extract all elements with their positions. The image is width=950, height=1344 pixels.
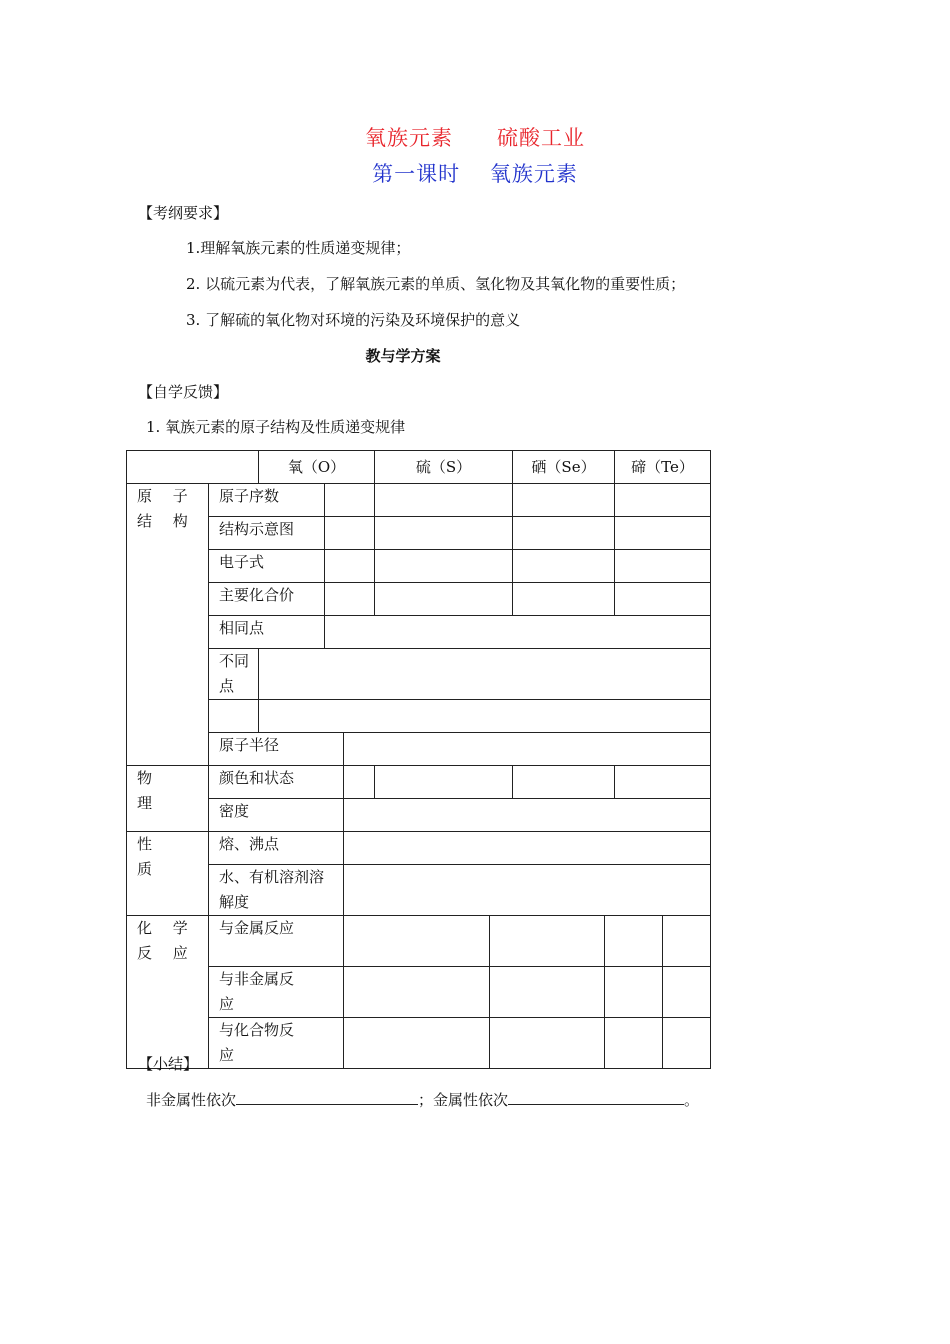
group-atomic-structure: 原 子 结 构 [127,484,209,766]
col-header-tellurium: 碲（Te） [615,451,711,484]
outline-item-2: 2. 以硫元素为代表，了解氧族元素的单质、氢化物及其氧化物的重要性质； [186,275,686,293]
outline-item-1: 1.理解氧族元素的性质递变规律； [186,239,411,257]
lesson-subtitle: 第一课时 氧族元素 [372,162,578,186]
cell-input[interactable] [375,766,513,799]
cell-input[interactable] [615,484,711,517]
cell-input[interactable] [344,832,711,865]
outline-heading: 【考纲要求】 [138,204,229,222]
row-electron-formula: 电子式 [209,550,325,583]
cell-input[interactable] [605,967,663,1018]
cell-input[interactable] [325,583,375,616]
cell-input[interactable] [344,916,490,967]
cell-input[interactable] [344,799,711,832]
cell-input[interactable] [209,700,259,733]
row-density: 密度 [209,799,344,832]
cell-input[interactable] [325,517,375,550]
cell-input[interactable] [325,550,375,583]
corner-cell [127,451,259,484]
cell-input[interactable] [344,733,711,766]
metal-label: 金属性依次 [433,1091,509,1109]
cell-input[interactable] [375,550,513,583]
row-with-nonmetal: 与非金属反应 [209,967,344,1018]
nonmetal-label: 非金属性依次 [146,1091,237,1109]
row-solubility: 水、有机溶剂溶解度 [209,865,344,916]
row-color-state: 颜色和状态 [209,766,344,799]
cell-input[interactable] [615,583,711,616]
nonmetal-blank[interactable] [236,1088,418,1105]
cell-input[interactable] [663,916,711,967]
summary-line [146,1088,699,1110]
group-properties: 性 质 [127,832,209,916]
page-title: 氧族元素 硫酸工业 [365,126,585,150]
cell-input[interactable] [375,484,513,517]
cell-input[interactable] [615,550,711,583]
summary-separator: ； [418,1091,434,1109]
feedback-item-1: 1. 氧族元素的原子结构及性质递变规律 [146,418,406,436]
cell-input[interactable] [344,967,490,1018]
metal-blank[interactable] [508,1088,684,1105]
plan-heading: 教与学方案 [365,347,441,365]
outline-item-3: 3. 了解硫的氧化物对环境的污染及环境保护的意义 [186,311,521,329]
cell-input[interactable] [605,1018,663,1069]
col-header-oxygen: 氧（O） [259,451,375,484]
row-melting-boiling: 熔、沸点 [209,832,344,865]
cell-input[interactable] [259,649,711,700]
cell-input[interactable] [325,616,711,649]
cell-input[interactable] [375,583,513,616]
oxygen-family-table [126,450,711,1069]
cell-input[interactable] [663,1018,711,1069]
cell-input[interactable] [663,967,711,1018]
cell-input[interactable] [605,916,663,967]
group-physical: 物 理 [127,766,209,832]
row-structure-diagram: 结构示意图 [209,517,325,550]
row-atomic-number: 原子序数 [209,484,325,517]
row-difference: 不同点 [209,649,259,700]
row-with-compound: 与化合物反应 [209,1018,344,1069]
cell-input[interactable] [259,700,711,733]
cell-input[interactable] [615,766,711,799]
cell-input[interactable] [344,865,711,916]
row-similarity: 相同点 [209,616,325,649]
cell-input[interactable] [490,916,605,967]
cell-input[interactable] [325,484,375,517]
cell-input[interactable] [490,1018,605,1069]
row-valence: 主要化合价 [209,583,325,616]
cell-input[interactable] [490,967,605,1018]
group-chemical: 化 学 反 应 [127,916,209,1069]
cell-input[interactable] [513,583,615,616]
cell-input[interactable] [344,766,375,799]
row-atomic-radius: 原子半径 [209,733,344,766]
cell-input[interactable] [513,766,615,799]
cell-input[interactable] [344,1018,490,1069]
cell-input[interactable] [615,517,711,550]
row-with-metal: 与金属反应 [209,916,344,967]
cell-input[interactable] [513,484,615,517]
cell-input[interactable] [375,517,513,550]
summary-heading: 【小结】 [138,1055,199,1073]
col-header-sulfur: 硫（S） [375,451,513,484]
col-header-selenium: 硒（Se） [513,451,615,484]
cell-input[interactable] [513,517,615,550]
summary-end: 。 [684,1091,700,1109]
cell-input[interactable] [513,550,615,583]
feedback-heading: 【自学反馈】 [138,383,229,401]
